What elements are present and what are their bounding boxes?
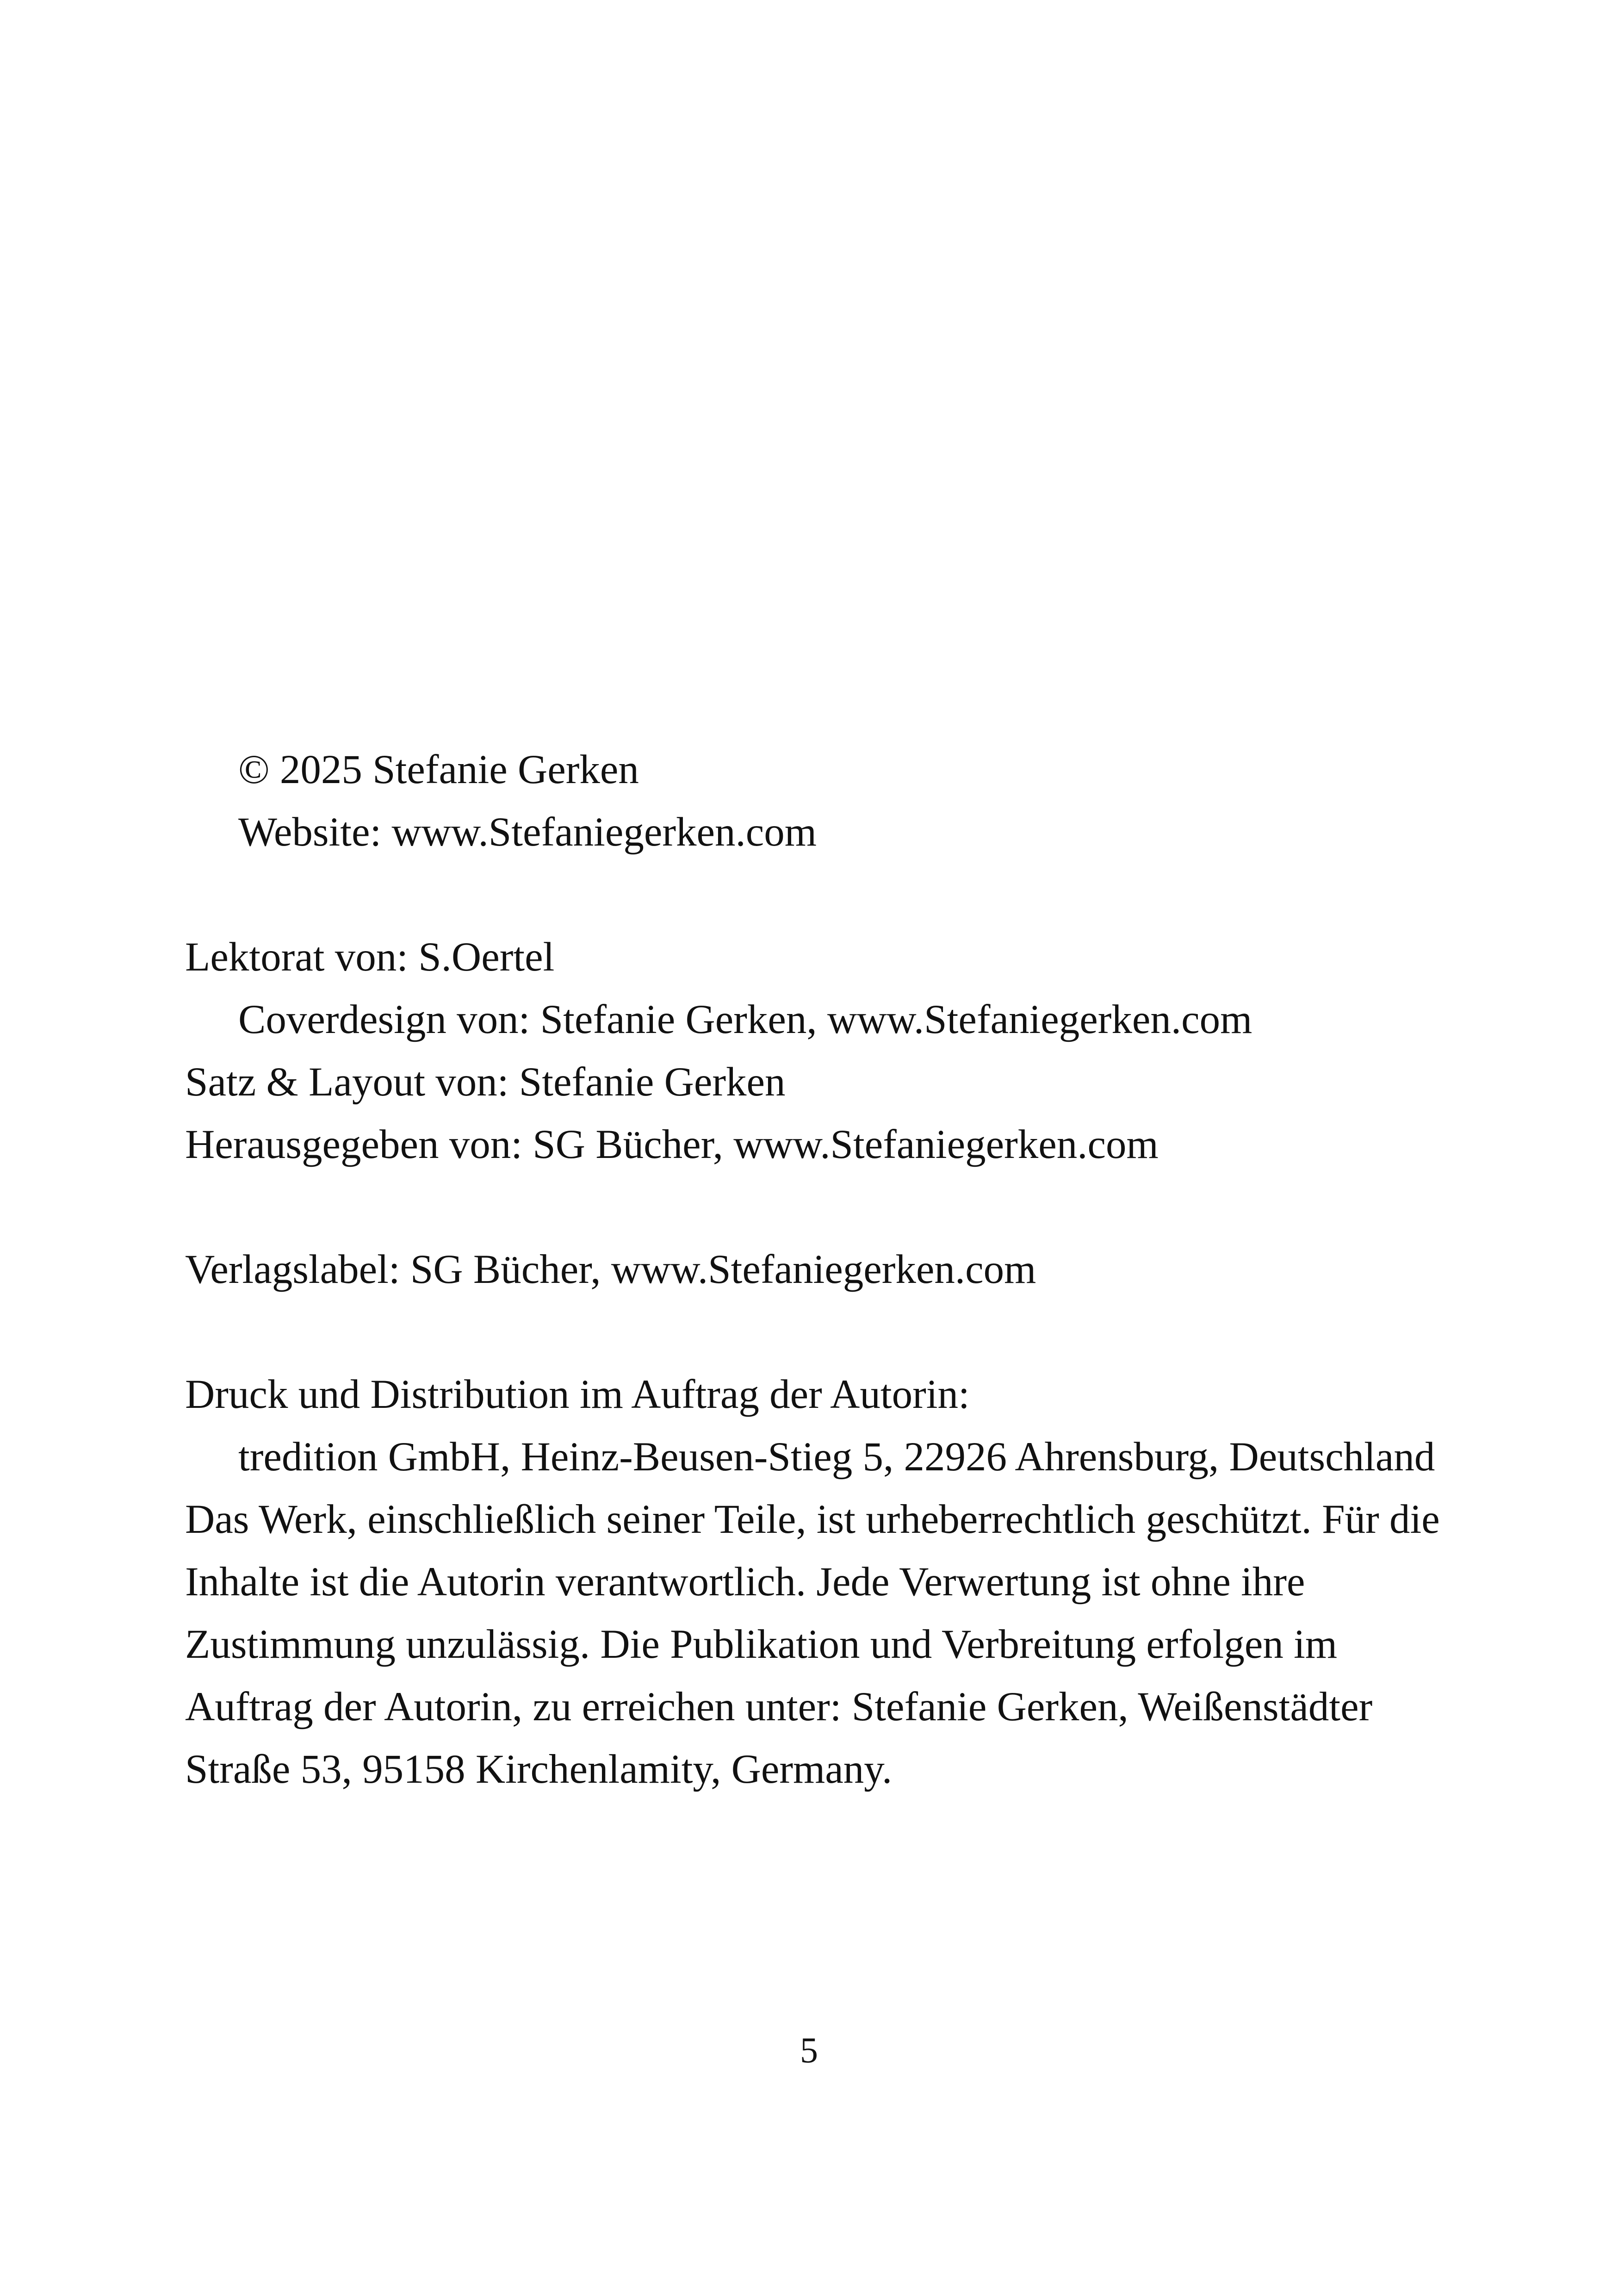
- website-line: Website: www.Stefaniegerken.com: [238, 809, 817, 855]
- legal-notice-paragraph: tredition GmbH, Heinz-Beusen-Stieg 5, 22926 Ahrensburg, Deutschland Das Werk, einschließlich seiner Teile, ist urheberrechtlich geschützt. Für die Inhalte ist die Autorin verantwortlich. Jede Verwertung ist ohne ihre Zustimmung unzulässig. Die Publikation und Verbreitung erfolgen im Auftrag der Autorin, zu erreichen unter: Stefanie Gerken, Weißenstädter Straße 53, 95158 Kirchenlamity, Germany.: [185, 1434, 1440, 1792]
- coverdesign-line: Coverdesign von: Stefanie Gerken, www.Stefaniegerken.com: [238, 997, 1252, 1042]
- publisher-label-line: Verlagslabel: SG Bücher, www.Stefaniegerken.com: [185, 1247, 1036, 1292]
- print-distribution-heading: Druck und Distribution im Auftrag der Autorin:: [185, 1372, 970, 1417]
- lektorat-line: Lektorat von: S.Oertel: [185, 934, 555, 980]
- copyright-line: © 2025 Stefanie Gerken: [238, 747, 639, 792]
- imprint-block: [185, 739, 1462, 1801]
- publisher-line: Herausgegeben von: SG Bücher, www.Stefaniegerken.com: [185, 1122, 1159, 1167]
- satz-layout-line: Satz & Layout von: Stefanie Gerken: [185, 1059, 786, 1105]
- page-number: 5: [800, 2030, 818, 2070]
